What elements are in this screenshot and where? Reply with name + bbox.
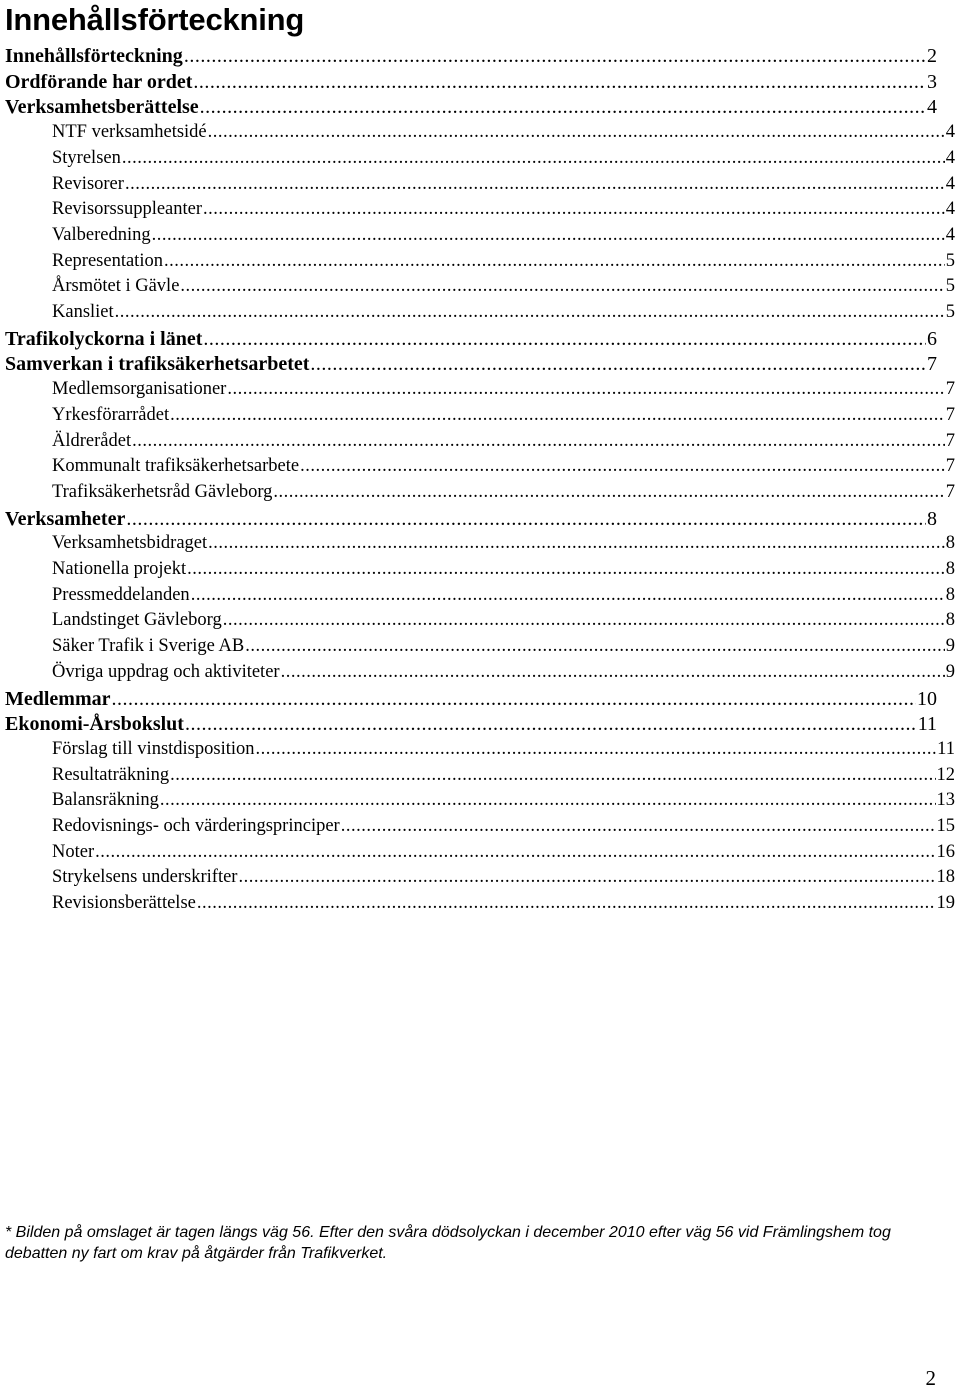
- toc-entry-page: 5: [945, 276, 955, 297]
- toc-entry-label: Landstinget Gävleborg: [52, 610, 222, 631]
- toc-entry-page: 2: [927, 45, 937, 67]
- toc-entry-page: 12: [936, 764, 955, 785]
- toc-dot-leader: [203, 328, 926, 351]
- toc-dot-leader: [208, 533, 945, 554]
- toc-entry[interactable]: [5, 96, 937, 122]
- toc-dot-leader: [223, 610, 945, 631]
- toc-dot-leader: [238, 867, 935, 888]
- toc-entry[interactable]: [52, 533, 955, 559]
- toc-entry[interactable]: [5, 353, 937, 379]
- toc-entry-page: 8: [945, 584, 955, 605]
- toc-entry-page: 19: [936, 893, 955, 914]
- toc-entry-label: Revisorssuppleanter: [52, 199, 203, 220]
- toc-entry[interactable]: [5, 688, 937, 714]
- toc-entry-page: 4: [945, 224, 955, 245]
- toc-dot-leader: [256, 739, 937, 760]
- toc-entry-label: Resultaträkning: [52, 764, 170, 785]
- toc-entry-label: Verksamhetsbidraget: [52, 533, 208, 554]
- toc-entry-page: 13: [936, 790, 955, 811]
- toc-entry-label: NTF verksamhetsidé: [52, 122, 207, 143]
- toc-entry-label: Medlemmar: [5, 687, 111, 710]
- toc-entry-label: Redovisnings- och värderingsprinciper: [52, 816, 340, 836]
- toc-entry[interactable]: [52, 405, 955, 431]
- toc-entry[interactable]: [52, 276, 955, 302]
- toc-entry-page: 7: [927, 353, 937, 376]
- toc-entry-page: 4: [945, 147, 955, 168]
- toc-entry-page: 4: [927, 96, 937, 119]
- toc-entry[interactable]: [52, 636, 955, 662]
- toc-dot-leader: [115, 302, 945, 323]
- toc-entry-label: Verksamheter: [5, 507, 126, 530]
- toc-entry-label: Strykelsens underskrifter: [52, 867, 238, 888]
- toc-dot-leader: [170, 405, 945, 426]
- toc-entry-page: 4: [945, 173, 955, 194]
- toc-entry-page: 10: [917, 687, 937, 710]
- toc-entry-label: Yrkesförarrådet: [52, 404, 170, 425]
- toc-entry[interactable]: [52, 225, 955, 251]
- toc-dot-leader: [125, 174, 945, 195]
- toc-dot-leader: [122, 148, 945, 169]
- toc-entry-page: 8: [945, 610, 955, 631]
- toc-entry[interactable]: [52, 174, 955, 200]
- toc-entry-label: Nationella projekt: [52, 559, 187, 579]
- toc-entry-label: Årsmötet i Gävle: [52, 276, 180, 297]
- toc-dot-leader: [203, 199, 945, 220]
- toc-dot-leader: [152, 225, 945, 246]
- toc-entry[interactable]: [52, 148, 955, 174]
- toc-entry[interactable]: [5, 45, 937, 71]
- toc-entry-label: Pressmeddelanden: [52, 584, 190, 605]
- toc-entry[interactable]: [52, 482, 955, 508]
- toc-entry-page: 7: [945, 404, 955, 425]
- toc-dot-leader: [273, 482, 944, 503]
- toc-entry-page: 7: [945, 456, 955, 477]
- toc-entry-label: Ekonomi-Årsbokslut: [5, 713, 184, 736]
- toc-entry[interactable]: [52, 739, 955, 765]
- toc-entry[interactable]: [52, 456, 955, 482]
- toc-entry-page: 4: [945, 199, 955, 220]
- toc-entry[interactable]: [52, 842, 955, 868]
- toc-entry[interactable]: [52, 379, 955, 405]
- toc-entry[interactable]: [5, 508, 937, 534]
- toc-entry-label: Samverkan i trafiksäkerhetsarbetet: [5, 353, 310, 376]
- toc-entry-page: 7: [945, 430, 955, 451]
- toc-entry-page: 9: [945, 636, 955, 657]
- toc-entry-page: 9: [945, 661, 955, 682]
- toc-dot-leader: [132, 431, 945, 452]
- toc-entry-page: 5: [945, 250, 955, 271]
- toc-dot-leader: [227, 379, 944, 400]
- toc-entry[interactable]: [52, 816, 955, 842]
- toc-entry-page: 7: [945, 481, 955, 502]
- toc-dot-leader: [193, 71, 926, 94]
- toc-dot-leader: [184, 45, 926, 68]
- toc-entry[interactable]: [52, 610, 955, 636]
- toc-entry[interactable]: [5, 328, 937, 354]
- toc-dot-leader: [180, 276, 944, 297]
- toc-entry-page: 11: [937, 738, 955, 759]
- toc-entry-page: 3: [927, 70, 937, 93]
- toc-entry-label: Kommunalt trafiksäkerhetsarbete: [52, 456, 300, 477]
- toc-dot-leader: [95, 842, 935, 863]
- toc-dot-leader: [281, 662, 945, 683]
- toc-entry-page: 15: [936, 816, 955, 836]
- toc-entry-label: Revisionsberättelse: [52, 893, 196, 914]
- toc-dot-leader: [187, 559, 945, 580]
- toc-entry[interactable]: [52, 302, 955, 328]
- toc-entry-label: Balansräkning: [52, 790, 159, 811]
- toc-entry-label: Medlemsorganisationer: [52, 379, 227, 400]
- toc-dot-leader: [185, 713, 917, 736]
- toc-dot-leader: [341, 816, 936, 837]
- toc-entry-label: Ordförande har ordet: [5, 70, 193, 93]
- toc-dot-leader: [245, 636, 945, 657]
- toc-entry-page: 8: [945, 559, 955, 579]
- toc-dot-leader: [160, 790, 936, 811]
- toc-entry-label: Innehållsförteckning: [5, 45, 183, 67]
- toc-entry[interactable]: [52, 199, 955, 225]
- toc-entry-page: 8: [945, 533, 955, 554]
- toc-entry[interactable]: [52, 585, 955, 611]
- toc-entry-label: Trafikolyckorna i länet: [5, 327, 203, 350]
- toc-entry[interactable]: [52, 790, 955, 816]
- toc-entry[interactable]: [52, 559, 955, 585]
- toc-dot-leader: [191, 585, 945, 606]
- toc-dot-leader: [310, 353, 926, 376]
- toc-entry[interactable]: [5, 71, 937, 97]
- toc-dot-leader: [208, 122, 945, 143]
- toc-dot-leader: [164, 251, 945, 272]
- toc-entry-page: 4: [945, 122, 955, 143]
- toc-entry-label: Noter: [52, 841, 95, 862]
- toc-entry[interactable]: [52, 765, 955, 791]
- toc-entry[interactable]: [52, 431, 955, 457]
- toc-entry-label: Valberedning: [52, 224, 151, 245]
- toc-entry-page: 8: [927, 507, 937, 530]
- toc-entry[interactable]: [52, 867, 955, 893]
- toc-entry[interactable]: [52, 893, 955, 919]
- toc-entry-label: Styrelsen: [52, 147, 121, 168]
- toc-entry-label: Förslag till vinstdisposition: [52, 738, 255, 759]
- toc-entry[interactable]: [5, 713, 937, 739]
- toc-entry-label: Säker Trafik i Sverige AB: [52, 636, 245, 657]
- toc-entry-label: Kansliet: [52, 302, 114, 322]
- toc-entry-page: 18: [936, 867, 955, 888]
- toc-dot-leader: [197, 893, 936, 914]
- toc-dot-leader: [170, 765, 935, 786]
- toc-entry[interactable]: [52, 662, 955, 688]
- page-title: Innehållsförteckning: [5, 2, 305, 37]
- toc-entry-label: Övriga uppdrag och aktiviteter: [52, 661, 280, 682]
- toc-entry-label: Revisorer: [52, 173, 124, 194]
- toc-entry-page: 5: [945, 302, 955, 322]
- page-number: 2: [925, 1366, 936, 1390]
- toc-dot-leader: [300, 456, 945, 477]
- toc-entry[interactable]: [52, 251, 955, 277]
- toc-dot-leader: [126, 508, 926, 531]
- toc-entry-page: 11: [917, 713, 937, 736]
- toc-dot-leader: [200, 96, 926, 119]
- toc-entry-page: 6: [927, 327, 937, 350]
- toc-dot-leader: [112, 688, 916, 711]
- toc-entry-label: Representation: [52, 250, 163, 271]
- toc-entry[interactable]: [52, 122, 955, 148]
- toc-entry-label: Trafiksäkerhetsråd Gävleborg: [52, 481, 273, 502]
- toc-entry-page: 7: [945, 379, 955, 400]
- toc-entry-page: 16: [936, 841, 955, 862]
- toc-entry-label: Verksamhetsberättelse: [5, 96, 199, 119]
- cover-photo-footnote: * Bilden på omslaget är tagen längs väg 56. Efter den svåra dödsolyckan i december 2010 efter väg 56 vid Främlingshem tog debatten ny fart om krav på åtgärder från Trafikverket.: [5, 1224, 891, 1262]
- toc-entry-label: Äldrerådet: [52, 430, 132, 451]
